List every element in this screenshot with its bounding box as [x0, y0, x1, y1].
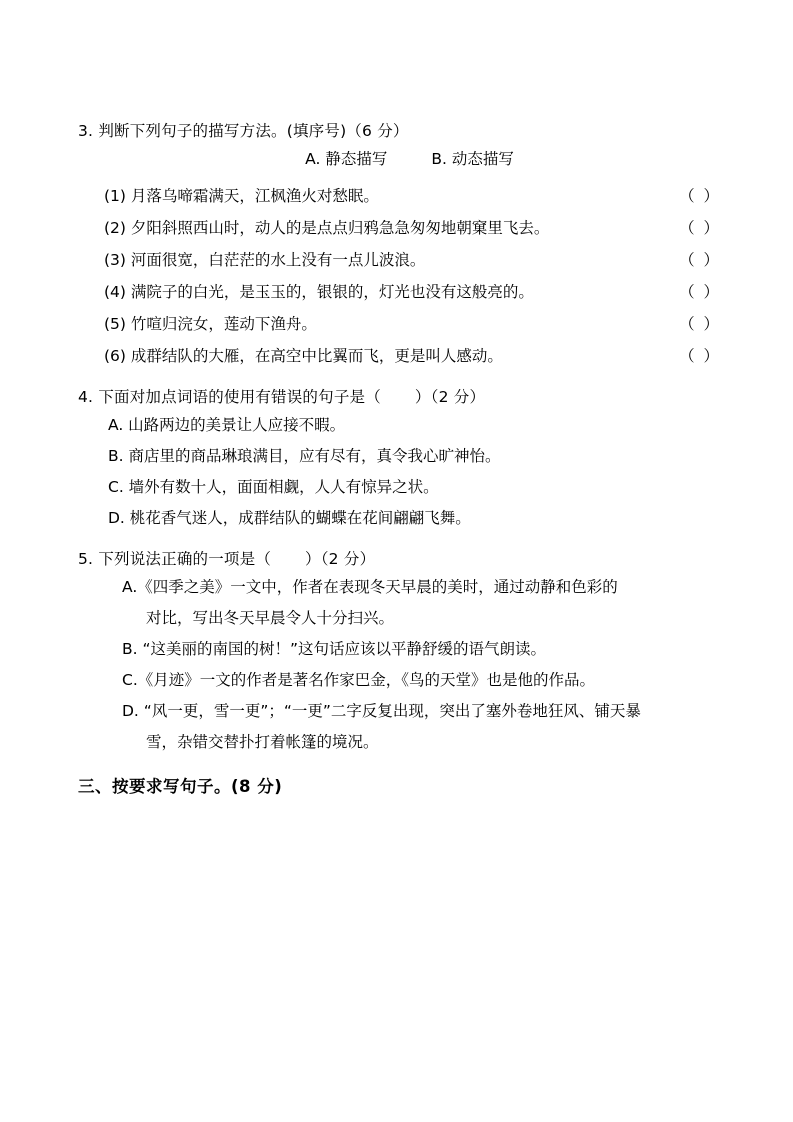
answer-blank[interactable]: （ ） — [679, 315, 721, 333]
question-3-heading: 3. 判断下列句子的描写方法。(填序号)（6 分） — [78, 122, 409, 140]
question-4 — [78, 384, 721, 534]
item-text: (1) 月落乌啼霜满天，江枫渔火对愁眠。 — [104, 187, 379, 205]
question-3-item — [78, 244, 721, 276]
question-4-choice-b[interactable]: B. 商店里的商品琳琅满目，应有尽有，真令我心旷神怡。 — [108, 447, 501, 465]
question-3-option-a: A. 静态描写 — [305, 150, 388, 168]
choice-line-1: C.《月迹》一文的作者是著名作家巴金，《鸟的天堂》也是他的作品。 — [122, 671, 596, 689]
question-3-item — [78, 340, 721, 372]
item-text: (5) 竹喧归浣女，莲动下渔舟。 — [104, 315, 317, 333]
question-3-item — [78, 308, 721, 340]
question-5-choice-d[interactable] — [78, 696, 721, 758]
question-5 — [78, 546, 721, 758]
item-text: (3) 河面很宽，白茫茫的水上没有一点儿波浪。 — [104, 251, 426, 269]
question-5-heading-suffix: ）（2 分） — [305, 550, 376, 568]
section-title: 三、按要求写句子。(8 分) — [78, 777, 283, 796]
answer-blank[interactable]: （ ） — [679, 187, 721, 205]
item-text: (4) 满院子的白光，是玉玉的，银银的，灯光也没有这般亮的。 — [104, 283, 534, 301]
question-4-choice-d[interactable]: D. 桃花香气迷人，成群结队的蝴蝶在花间翩翩飞舞。 — [108, 509, 471, 527]
question-3-item — [78, 212, 721, 244]
choice-line-2: 对比，写出冬天早晨令人十分扫兴。 — [146, 609, 395, 627]
question-4-heading-prefix: 4. 下面对加点词语的使用有错误的句子是（ — [78, 388, 381, 406]
question-3-option-b: B. 动态描写 — [431, 150, 514, 168]
choice-line-1: B. “这美丽的南国的树！”这句话应该以平静舒缓的语气朗读。 — [122, 640, 547, 658]
question-4-choice-a[interactable]: A. 山路两边的美景让人应接不暇。 — [108, 416, 346, 434]
answer-blank[interactable]: （ ） — [679, 283, 721, 301]
question-4-heading-suffix: ）（2 分） — [414, 388, 486, 406]
choice-line-1: A.《四季之美》一文中，作者在表现冬天早晨的美时，通过动静和色彩的 — [122, 578, 618, 596]
question-3-options — [78, 144, 721, 174]
question-4-heading — [78, 384, 721, 410]
choice-line-1: D. “风一更，雪一更”；“一更”二字反复出现，突出了塞外卷地狂风、铺天暴 — [122, 702, 641, 720]
item-text: (2) 夕阳斜照西山时，动人的是点点归鸦急急匆匆地朝窠里飞去。 — [104, 219, 550, 237]
question-5-choice-b[interactable] — [78, 634, 721, 665]
question-5-heading-prefix: 5. 下列说法正确的一项是（ — [78, 550, 272, 568]
question-5-choice-a[interactable] — [78, 572, 721, 634]
question-5-choice-c[interactable] — [78, 665, 721, 696]
question-3-item — [78, 276, 721, 308]
question-5-heading — [78, 546, 721, 572]
answer-blank[interactable]: （ ） — [679, 219, 721, 237]
item-text: (6) 成群结队的大雁，在高空中比翼而飞，更是叫人感动。 — [104, 347, 503, 365]
question-4-choice-c[interactable]: C. 墙外有数十人，面面相觑，人人有惊异之状。 — [108, 478, 439, 496]
answer-blank[interactable]: （ ） — [679, 251, 721, 269]
question-3-item — [78, 180, 721, 212]
choice-line-2: 雪，杂错交替扑打着帐篷的境况。 — [146, 733, 379, 751]
question-3 — [78, 118, 721, 372]
answer-blank[interactable]: （ ） — [679, 347, 721, 365]
